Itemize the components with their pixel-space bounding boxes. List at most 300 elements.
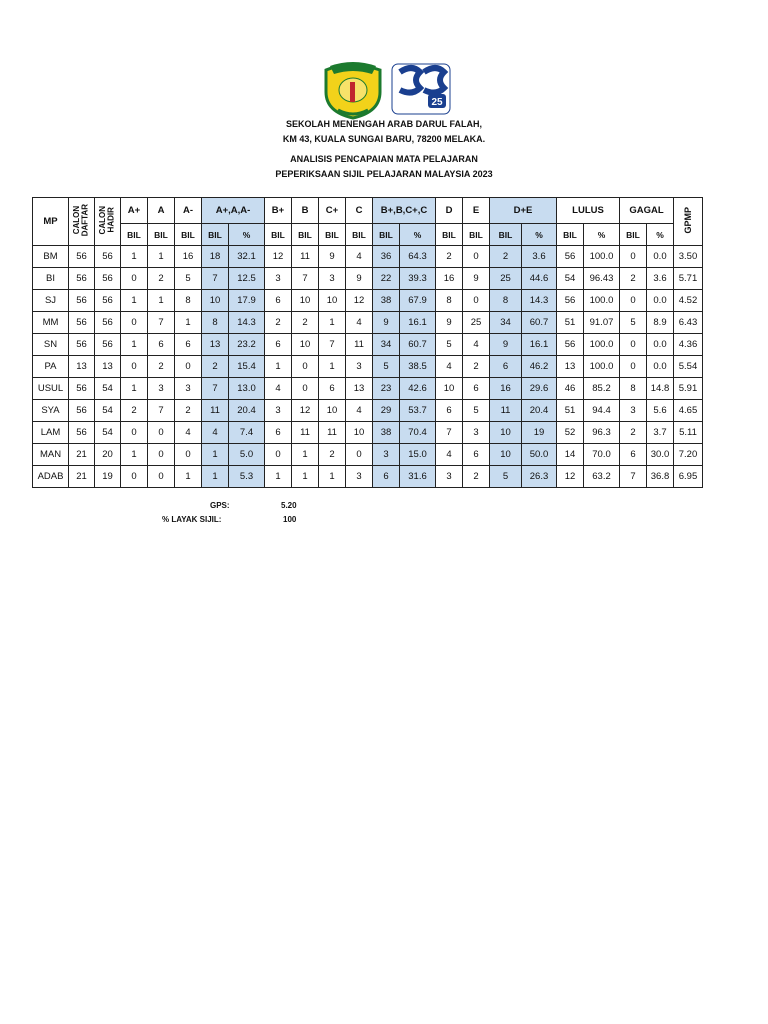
table-cell: 4 [346, 246, 373, 268]
table-cell: 85.2 [584, 378, 620, 400]
table-cell: 13 [95, 356, 121, 378]
subject-cell: SN [33, 334, 69, 356]
table-cell: 7 [202, 268, 229, 290]
table-row [33, 312, 703, 334]
subject-cell: PA [33, 356, 69, 378]
table-cell: 8 [490, 290, 522, 312]
table-cell: 3 [463, 422, 490, 444]
table-cell: 2 [292, 312, 319, 334]
table-cell: 5.3 [229, 466, 265, 488]
table-cell: 70.4 [400, 422, 436, 444]
table-cell: 2 [620, 268, 647, 290]
table-cell: 5 [436, 334, 463, 356]
table-cell: 60.7 [400, 334, 436, 356]
table-cell: 1 [175, 312, 202, 334]
table-cell: 100.0 [584, 334, 620, 356]
table-cell: 4 [346, 400, 373, 422]
table-cell: 19 [522, 422, 557, 444]
table-cell: 10 [319, 400, 346, 422]
subheader-bil: BIL [373, 224, 400, 246]
table-cell: 3 [265, 400, 292, 422]
table-cell: 12.5 [229, 268, 265, 290]
table-cell: 94.4 [584, 400, 620, 422]
table-cell: 38 [373, 422, 400, 444]
subject-cell: BM [33, 246, 69, 268]
table-cell: 5.91 [674, 378, 703, 400]
table-cell: 56 [557, 246, 584, 268]
table-cell: 11 [292, 422, 319, 444]
logos [320, 62, 452, 120]
table-cell: 52 [557, 422, 584, 444]
table-cell: 56 [69, 334, 95, 356]
table-cell: 3 [436, 466, 463, 488]
table-cell: 7 [436, 422, 463, 444]
table-cell: 0 [346, 444, 373, 466]
table-cell: 32.1 [229, 246, 265, 268]
subheader-bil: BIL [175, 224, 202, 246]
table-cell: 4 [202, 422, 229, 444]
table-cell: 7 [148, 400, 175, 422]
table-row [33, 400, 703, 422]
table-cell: 6 [436, 400, 463, 422]
subheader-bil: BIL [265, 224, 292, 246]
table-cell: 60.7 [522, 312, 557, 334]
table-cell: 13 [202, 334, 229, 356]
header-a-minus: A- [175, 198, 202, 224]
table-cell: 7 [319, 334, 346, 356]
school-crest-logo [320, 62, 452, 120]
table-cell: 11 [202, 400, 229, 422]
header-b: B [292, 198, 319, 224]
table-cell: 25 [463, 312, 490, 334]
table-cell: 29 [373, 400, 400, 422]
table-cell: 12 [557, 466, 584, 488]
table-cell: 4.65 [674, 400, 703, 422]
subject-cell: SYA [33, 400, 69, 422]
table-cell: 0 [292, 356, 319, 378]
subheader-bil: BIL [202, 224, 229, 246]
table-cell: 100.0 [584, 246, 620, 268]
table-cell: 56 [95, 290, 121, 312]
table-cell: 16 [175, 246, 202, 268]
table-cell: 10 [490, 422, 522, 444]
table-cell: 1 [265, 356, 292, 378]
table-cell: 96.3 [584, 422, 620, 444]
table-cell: 12 [292, 400, 319, 422]
table-cell: 6 [463, 378, 490, 400]
table-cell: 9 [319, 246, 346, 268]
table-cell: 7 [148, 312, 175, 334]
table-cell: 3.6 [522, 246, 557, 268]
table-header [33, 198, 703, 246]
table-cell: 1 [319, 312, 346, 334]
table-row [33, 444, 703, 466]
table-cell: 6.95 [674, 466, 703, 488]
table-cell: 10 [292, 334, 319, 356]
table-cell: 4 [175, 422, 202, 444]
table-cell: 51 [557, 312, 584, 334]
table-cell: 14.8 [647, 378, 674, 400]
subheader-percent: % [647, 224, 674, 246]
table-cell: 5 [490, 466, 522, 488]
subheader-bil: BIL [490, 224, 522, 246]
table-cell: 6 [175, 334, 202, 356]
table-cell: 14.3 [229, 312, 265, 334]
gps-label: GPS: [210, 501, 230, 510]
school-name: SEKOLAH MENENGAH ARAB DARUL FALAH, [285, 119, 482, 129]
table-cell: 64.3 [400, 246, 436, 268]
table-cell: 56 [557, 334, 584, 356]
table-cell: 8 [620, 378, 647, 400]
table-cell: 0.0 [647, 246, 674, 268]
table-cell: 56 [69, 246, 95, 268]
table-cell: 13.0 [229, 378, 265, 400]
header-a: A [148, 198, 175, 224]
table-cell: 56 [69, 378, 95, 400]
table-cell: 2 [620, 422, 647, 444]
table-cell: 20 [95, 444, 121, 466]
table-cell: 54 [95, 400, 121, 422]
table-cell: 4 [346, 312, 373, 334]
25-anniversary-logo [392, 64, 450, 114]
table-cell: 6 [265, 290, 292, 312]
header-a-group: A+,A,A- [202, 198, 265, 224]
table-cell: 2 [148, 356, 175, 378]
table-cell: 56 [95, 312, 121, 334]
subheader-percent: % [584, 224, 620, 246]
table-cell: 46.2 [522, 356, 557, 378]
header-bc-group: B+,B,C+,C [373, 198, 436, 224]
table-cell: 9 [463, 268, 490, 290]
subheader-percent: % [522, 224, 557, 246]
subject-cell: MM [33, 312, 69, 334]
table-row [33, 356, 703, 378]
subheader-bil: BIL [121, 224, 148, 246]
table-cell: 3 [265, 268, 292, 290]
subheader-percent: % [229, 224, 265, 246]
table-cell: 1 [121, 378, 148, 400]
table-cell: 31.6 [400, 466, 436, 488]
table-cell: 1 [121, 290, 148, 312]
table-cell: 1 [121, 246, 148, 268]
table-cell: 14 [557, 444, 584, 466]
table-cell: 6 [265, 334, 292, 356]
table-cell: 30.0 [647, 444, 674, 466]
table-cell: 2 [202, 356, 229, 378]
table-cell: 26.3 [522, 466, 557, 488]
header-calon-hadir-label: CALON HADIR [98, 205, 116, 235]
table-cell: 54 [95, 422, 121, 444]
table-cell: 2 [463, 466, 490, 488]
table-cell: 10 [346, 422, 373, 444]
table-cell: 5.0 [229, 444, 265, 466]
table-row [33, 334, 703, 356]
table-cell: 56 [69, 422, 95, 444]
header-de-group: D+E [490, 198, 557, 224]
table-cell: 0 [620, 356, 647, 378]
table-cell: 4.52 [674, 290, 703, 312]
table-cell: 9 [373, 312, 400, 334]
table-cell: 34 [373, 334, 400, 356]
table-cell: 67.9 [400, 290, 436, 312]
table-cell: 0 [121, 268, 148, 290]
table-cell: 25 [490, 268, 522, 290]
table-cell: 0 [148, 466, 175, 488]
header-a-plus: A+ [121, 198, 148, 224]
header-gpmp [674, 198, 703, 246]
report-title-line2: PEPERIKSAAN SIJIL PELAJARAN MALAYSIA 2023 [275, 169, 493, 179]
table-cell: 8 [175, 290, 202, 312]
table-cell: 56 [95, 268, 121, 290]
subject-cell: USUL [33, 378, 69, 400]
table-cell: 36 [373, 246, 400, 268]
table-cell: 3.50 [674, 246, 703, 268]
subheader-row [33, 224, 703, 246]
table-cell: 100.0 [584, 356, 620, 378]
report-title-line1: ANALISIS PENCAPAIAN MATA PELAJARAN [290, 154, 478, 164]
header-calon-daftar-label: CALON DAFTAR [72, 203, 90, 237]
table-cell: 91.07 [584, 312, 620, 334]
table-cell: 1 [265, 466, 292, 488]
table-cell: 3 [148, 378, 175, 400]
table-cell: 4.36 [674, 334, 703, 356]
table-cell: 0 [620, 290, 647, 312]
table-cell: 0.0 [647, 334, 674, 356]
subject-cell: SJ [33, 290, 69, 312]
table-cell: 2 [463, 356, 490, 378]
table-cell: 16 [490, 378, 522, 400]
table-cell: 10 [319, 290, 346, 312]
table-cell: 6 [620, 444, 647, 466]
header-calon-hadir [95, 198, 121, 246]
table-cell: 36.8 [647, 466, 674, 488]
table-cell: 6.43 [674, 312, 703, 334]
table-row [33, 422, 703, 444]
table-cell: 56 [95, 334, 121, 356]
table-cell: 8 [202, 312, 229, 334]
table-cell: 11 [292, 246, 319, 268]
table-cell: 7 [202, 378, 229, 400]
table-cell: 0 [463, 246, 490, 268]
table-cell: 0 [148, 444, 175, 466]
header-mp: MP [33, 198, 69, 246]
table-cell: 13 [69, 356, 95, 378]
table-cell: 9 [346, 268, 373, 290]
table-cell: 15.0 [400, 444, 436, 466]
subheader-bil: BIL [557, 224, 584, 246]
table-cell: 44.6 [522, 268, 557, 290]
table-cell: 1 [319, 466, 346, 488]
table-cell: 5 [463, 400, 490, 422]
table-cell: 21 [69, 444, 95, 466]
subheader-bil: BIL [319, 224, 346, 246]
table-cell: 19 [95, 466, 121, 488]
table-cell: 10 [292, 290, 319, 312]
table-cell: 2 [490, 246, 522, 268]
table-cell: 6 [463, 444, 490, 466]
table-cell: 1 [202, 466, 229, 488]
subheader-bil: BIL [620, 224, 647, 246]
table-row [33, 246, 703, 268]
table-cell: 56 [69, 312, 95, 334]
table-row [33, 290, 703, 312]
subheader-percent: % [400, 224, 436, 246]
table-cell: 7 [620, 466, 647, 488]
table-cell: 0 [175, 356, 202, 378]
table-cell: 3 [346, 466, 373, 488]
table-cell: 18 [202, 246, 229, 268]
table-cell: 17.9 [229, 290, 265, 312]
subject-cell: LAM [33, 422, 69, 444]
table-cell: 10 [202, 290, 229, 312]
table-cell: 21 [69, 466, 95, 488]
table-cell: 29.6 [522, 378, 557, 400]
table-cell: 13 [557, 356, 584, 378]
table-cell: 63.2 [584, 466, 620, 488]
table-cell: 15.4 [229, 356, 265, 378]
table-cell: 5 [620, 312, 647, 334]
table-cell: 54 [95, 378, 121, 400]
table-cell: 56 [69, 290, 95, 312]
table-cell: 0.0 [647, 356, 674, 378]
table-cell: 70.0 [584, 444, 620, 466]
table-cell: 50.0 [522, 444, 557, 466]
header-calon-daftar [69, 198, 95, 246]
table-cell: 0 [463, 290, 490, 312]
table-cell: 6 [319, 378, 346, 400]
table-cell: 2 [265, 312, 292, 334]
table-cell: 1 [121, 444, 148, 466]
table-cell: 100.0 [584, 290, 620, 312]
table-cell: 2 [148, 268, 175, 290]
table-row [33, 268, 703, 290]
table-cell: 14.3 [522, 290, 557, 312]
table-cell: 1 [202, 444, 229, 466]
table-cell: 0 [620, 246, 647, 268]
table-cell: 3.6 [647, 268, 674, 290]
table-cell: 3 [319, 268, 346, 290]
subject-cell: MAN [33, 444, 69, 466]
table-cell: 8.9 [647, 312, 674, 334]
header-c-plus: C+ [319, 198, 346, 224]
table-cell: 12 [265, 246, 292, 268]
header-e: E [463, 198, 490, 224]
table-cell: 56 [557, 290, 584, 312]
header-c: C [346, 198, 373, 224]
table-cell: 0 [121, 466, 148, 488]
table-cell: 8 [436, 290, 463, 312]
table-cell: 5.54 [674, 356, 703, 378]
table-cell: 23.2 [229, 334, 265, 356]
table-cell: 4 [436, 444, 463, 466]
header-gpmp-label: GPMP [683, 206, 693, 234]
header-b-plus: B+ [265, 198, 292, 224]
table-cell: 5.11 [674, 422, 703, 444]
table-cell: 11 [319, 422, 346, 444]
table-cell: 13 [346, 378, 373, 400]
table-cell: 16.1 [400, 312, 436, 334]
table-cell: 6 [148, 334, 175, 356]
table-cell: 9 [436, 312, 463, 334]
table-cell: 0 [175, 444, 202, 466]
table-cell: 2 [121, 400, 148, 422]
table-cell: 7.4 [229, 422, 265, 444]
table-cell: 10 [436, 378, 463, 400]
table-body [33, 246, 703, 488]
table-cell: 3 [620, 400, 647, 422]
table-cell: 6 [265, 422, 292, 444]
gps-value: 5.20 [281, 501, 297, 510]
table-cell: 16 [436, 268, 463, 290]
table-cell: 0 [121, 312, 148, 334]
table-cell: 54 [557, 268, 584, 290]
table-cell: 9 [490, 334, 522, 356]
table-cell: 0 [265, 444, 292, 466]
subheader-bil: BIL [148, 224, 175, 246]
table-cell: 1 [319, 356, 346, 378]
table-cell: 2 [319, 444, 346, 466]
table-cell: 34 [490, 312, 522, 334]
report-title [0, 152, 768, 182]
table-cell: 5 [373, 356, 400, 378]
table-cell: 12 [346, 290, 373, 312]
table-cell: 10 [490, 444, 522, 466]
subheader-bil: BIL [463, 224, 490, 246]
table-cell: 6 [490, 356, 522, 378]
table-row [33, 466, 703, 488]
table-cell: 6 [373, 466, 400, 488]
subject-cell: BI [33, 268, 69, 290]
table-cell: 0 [620, 334, 647, 356]
school-address: KM 43, KUALA SUNGAI BARU, 78200 MELAKA. [282, 134, 486, 144]
table-cell: 39.3 [400, 268, 436, 290]
layak-sijil-label: % LAYAK SIJIL: [162, 515, 222, 524]
header-gagal: GAGAL [620, 198, 674, 224]
table-cell: 3 [346, 356, 373, 378]
table-cell: 16.1 [522, 334, 557, 356]
subheader-bil: BIL [292, 224, 319, 246]
subject-cell: ADAB [33, 466, 69, 488]
subheader-bil: BIL [346, 224, 373, 246]
table-cell: 0 [292, 378, 319, 400]
school-header [0, 117, 768, 147]
table-cell: 3 [373, 444, 400, 466]
table-cell: 0.0 [647, 290, 674, 312]
table-cell: 56 [69, 268, 95, 290]
table-cell: 23 [373, 378, 400, 400]
table-cell: 38 [373, 290, 400, 312]
table-cell: 2 [175, 400, 202, 422]
table-cell: 3.7 [647, 422, 674, 444]
table-cell: 7.20 [674, 444, 703, 466]
table-cell: 38.5 [400, 356, 436, 378]
table-cell: 4 [265, 378, 292, 400]
table-cell: 4 [436, 356, 463, 378]
table-cell: 11 [346, 334, 373, 356]
table-cell: 22 [373, 268, 400, 290]
table-cell: 96.43 [584, 268, 620, 290]
table-cell: 0 [148, 422, 175, 444]
layak-sijil-value: 100 [283, 515, 297, 524]
table-cell: 1 [148, 290, 175, 312]
table-cell: 53.7 [400, 400, 436, 422]
table-cell: 1 [148, 246, 175, 268]
header-d: D [436, 198, 463, 224]
table-cell: 5.71 [674, 268, 703, 290]
table-cell: 5.6 [647, 400, 674, 422]
table-cell: 20.4 [229, 400, 265, 422]
table-cell: 1 [121, 334, 148, 356]
